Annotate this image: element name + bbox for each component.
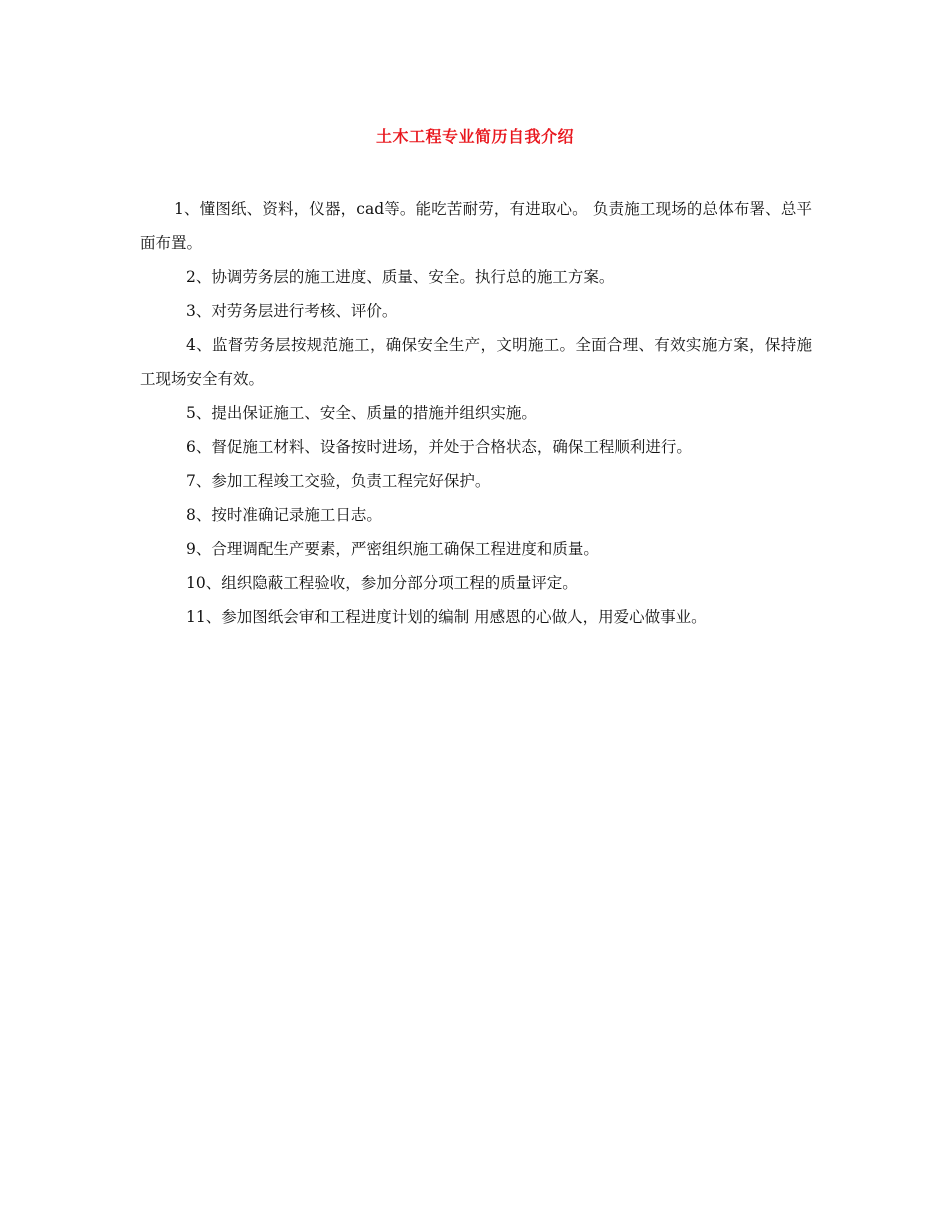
paragraph-10: 10、组织隐蔽工程验收，参加分部分项工程的质量评定。 — [186, 574, 578, 592]
paragraph-7: 7、参加工程竣工交验，负责工程完好保护。 — [186, 472, 491, 490]
document-title: 土木工程专业简历自我介绍 — [375, 127, 574, 146]
paragraph-2: 2、协调劳务层的施工进度、质量、安全。执行总的施工方案。 — [186, 268, 615, 286]
paragraph-3: 3、对劳务层进行考核、评价。 — [186, 302, 398, 320]
paragraph-11: 11、参加图纸会审和工程进度计划的编制 用感恩的心做人，用爱心做事业。 — [186, 608, 707, 626]
paragraph-1: 1、懂图纸、资料，仪器，cad等。能吃苦耐劳，有进取心。 负责施工现场的总体布署、总平面布置。 — [140, 200, 812, 252]
paragraph-6: 6、督促施工材料、设备按时进场，并处于合格状态，确保工程顺利进行。 — [186, 438, 692, 456]
paragraph-8: 8、按时准确记录施工日志。 — [186, 506, 382, 524]
paragraph-5: 5、提出保证施工、安全、质量的措施并组织实施。 — [186, 404, 537, 422]
paragraph-9: 9、合理调配生产要素，严密组织施工确保工程进度和质量。 — [186, 540, 599, 558]
paragraph-4: 4、监督劳务层按规范施工，确保安全生产，文明施工。全面合理、有效实施方案，保持施工现场安全有效。 — [140, 336, 812, 388]
document-body — [140, 192, 812, 634]
